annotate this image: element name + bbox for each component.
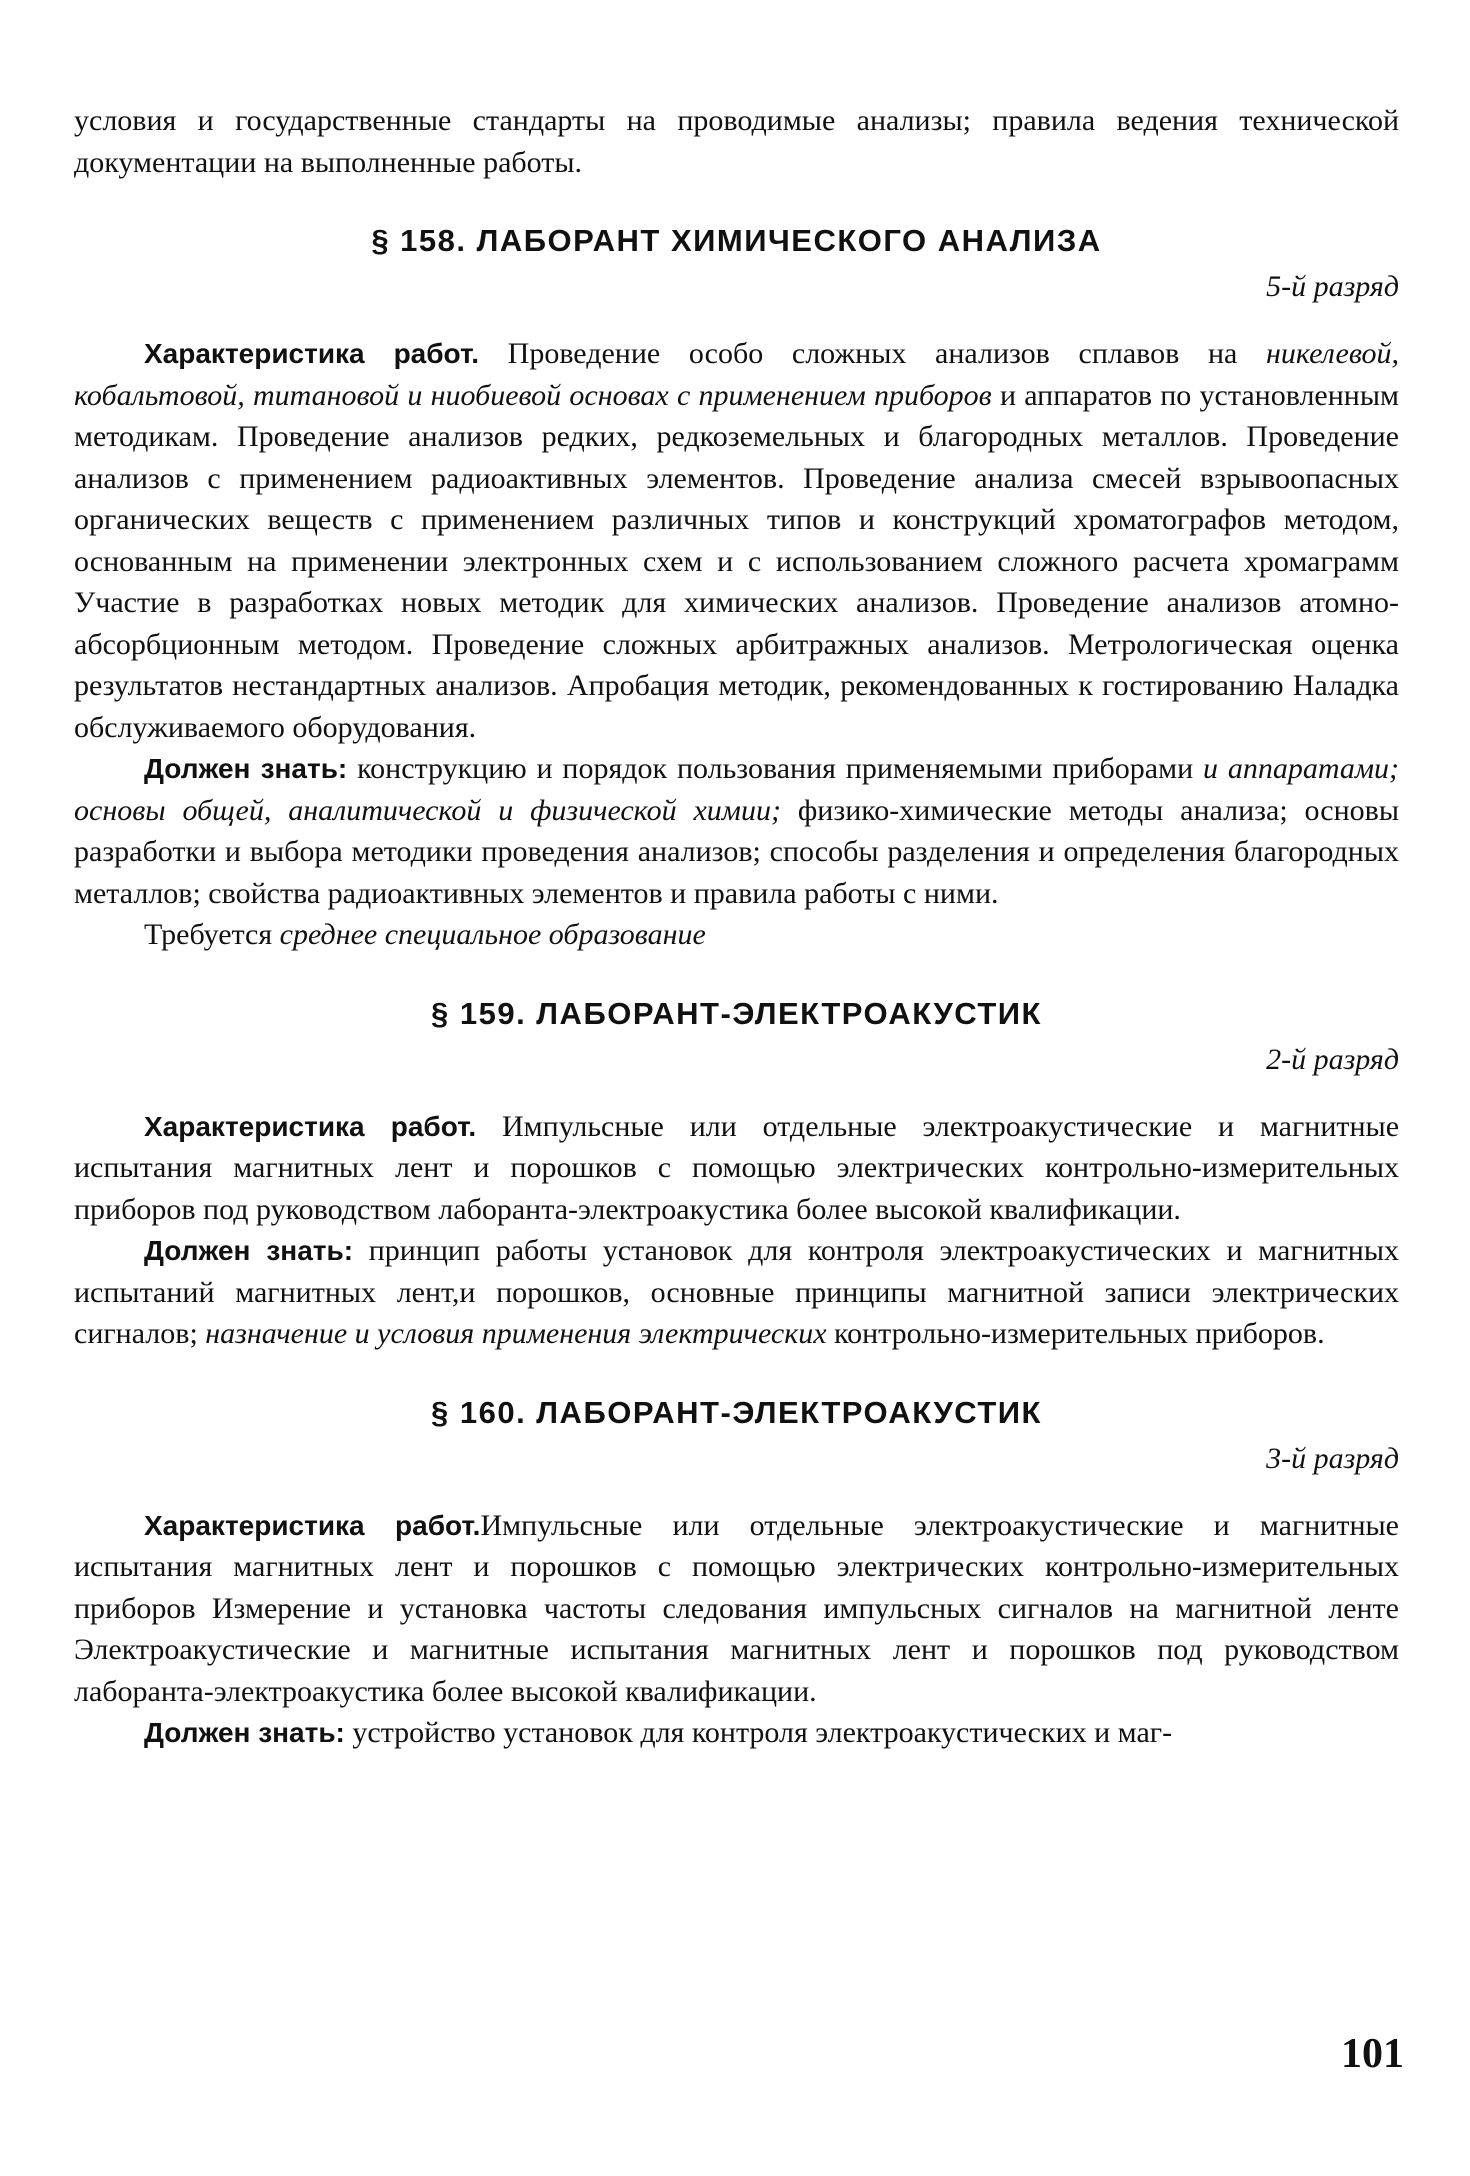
page-content (74, 100, 1399, 1754)
knowledge-text: контрольно-измерительных приборов. (826, 1317, 1325, 1350)
knowledge-text-italic: и аппаратами; основы общей, аналитической и физической химии; (74, 752, 1399, 827)
work-text: Проведение особо сложных анализов сплавов на (478, 337, 1266, 370)
section-159 (74, 994, 1399, 1355)
work-description (74, 333, 1399, 748)
knowledge-label: Должен знать: (144, 1717, 345, 1748)
work-label: Характеристика работ. (144, 338, 479, 369)
work-text: и аппаратов по установленным методикам. Проведение анализов редких, редкоземельных и благородных металлов. Проведение анализов с применением радиоактивных элементов. Проведение анализа смесей взрывоопасных органических веществ с применением различных типов и конструкций хроматографов методом, основанным на применении электронных схем и с использованием сложного расчета хромаграмм Участие в разработках новых методик для химических анализов. Проведение анализов атомно-абсорбционным методом. Проведение сложных арбитражных анализов. Метрологическая оценка результатов нестандартных анализов. Апробация методик, рекомендованных к гостированию Наладка обслуживаемого оборудования. (74, 378, 1400, 744)
section-160 (74, 1393, 1399, 1754)
knowledge-requirements (74, 1230, 1399, 1355)
page-number: 101 (1341, 2031, 1404, 2077)
education-requirement (74, 914, 1399, 956)
knowledge-text: физико-химические методы анализа; основы разработки и выбора методики проведения анализов; способы разделения и определения благородных металлов; свойства радиоактивных элементов и правила работы с ними. (74, 793, 1399, 910)
section-heading: § 159. ЛАБОРАНТ-ЭЛЕКТРОАКУСТИК (431, 995, 1042, 1031)
knowledge-requirements (74, 1712, 1399, 1754)
work-text: Импульсные или отдельные электроакустические и магнитные испытания магнитных лент и порошков с помощью электрических контрольно-измерительных приборов Измерение и установка частоты следования импульсных сигналов на магнитной ленте Электроакустические и магнитные испытания магнитных лент и порошков под руководством лаборанта-электроакустика более высокой квалификации. (74, 1508, 1400, 1708)
grade-label: 3-й разряд (1266, 1441, 1399, 1475)
knowledge-label: Должен знать: (144, 1235, 354, 1266)
work-label: Характеристика работ. (144, 1509, 481, 1541)
knowledge-label: Должен знать: (144, 753, 348, 784)
section-heading: § 160. ЛАБОРАНТ-ЭЛЕКТРОАКУСТИК (431, 1394, 1042, 1430)
knowledge-text: конструкцию и порядок пользования применяемыми приборами (347, 752, 1203, 785)
work-text: Импульсные или отдельные электроакустические и магнитные испытания магнитных лент и порошков с помощью электрических контрольно-измерительных приборов под руководством лаборанта-электроакустика более высокой квалификации. (74, 1109, 1400, 1226)
work-label: Характеристика работ. (144, 1110, 477, 1142)
work-description (74, 1106, 1399, 1231)
knowledge-text: устройство установок для контроля электроакустических и маг- (344, 1716, 1173, 1749)
knowledge-requirements (74, 748, 1399, 914)
grade-label: 2-й разряд (1266, 1042, 1399, 1076)
knowledge-text-italic: назначение и условия применения электрических (205, 1317, 827, 1350)
work-description (74, 1505, 1399, 1713)
section-heading: § 158. ЛАБОРАНТ ХИМИЧЕСКОГО АНАЛИЗА (371, 223, 1102, 258)
section-158 (74, 221, 1399, 956)
intro-paragraph: условия и государственные стандарты на проводимые анализы; правила ведения технической документации на выполненные работы. (74, 104, 1399, 179)
work-text-italic: никелевой, кобальтовой, титановой и ниобиевой основах с применением приборов (74, 337, 1399, 412)
grade-label: 5-й разряд (1266, 270, 1399, 303)
knowledge-text: принцип работы установок для контроля электроакустических и магнитных испытаний магнитных лент,и порошков, основные принципы магнитной записи электрических сигналов; (74, 1234, 1399, 1350)
education-text: Требуется (144, 918, 280, 951)
education-text-italic: среднее специальное образование (279, 918, 706, 951)
